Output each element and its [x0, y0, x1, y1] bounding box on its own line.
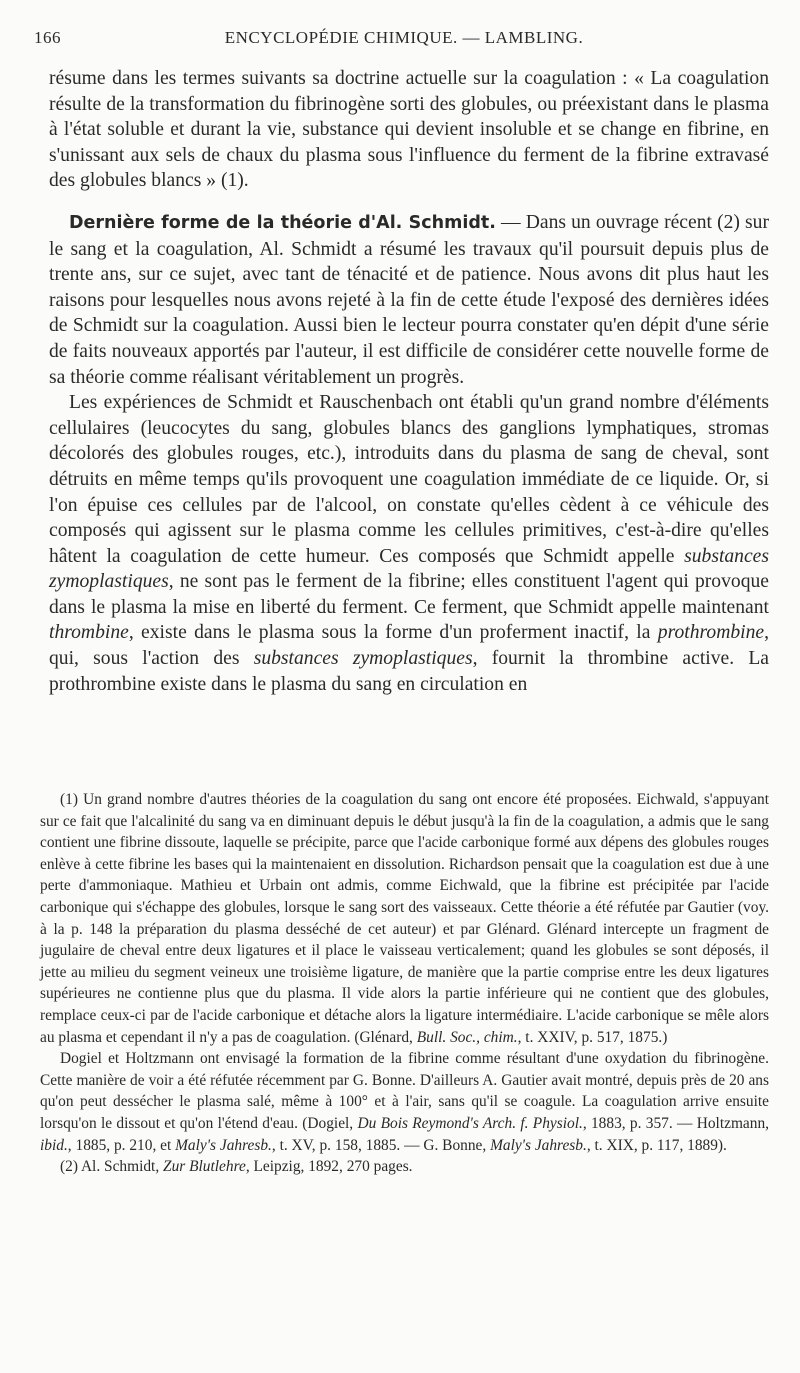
- italic-term: substances zymoplastiques: [253, 648, 473, 670]
- paragraph-schmidt-theory: [49, 210, 769, 390]
- running-head: ENCYCLOPÉDIE CHIMIQUE. — LAMBLING.: [224, 28, 584, 47]
- paragraph-text: — Dans un ouvrage récent (2) sur le sang et la coagulation, Al. Schmidt a résumé les travaux qu'il poursuit depuis plus de trente ans, sur ce sujet, avec tant de ténacité et de patience. Nous avons dit plus haut les raisons pour lesquelles nous avons rejeté à la fin de cette étude l'exposé des dernières idées de Schmidt sur la coagulation. Aussi bien le lecteur pourra constater qu'en dépit d'une série de faits nouveaux apportés par l'auteur, il est difficile de considérer cette nouvelle forme de sa théorie comme réalisant véritablement un progrès.: [49, 211, 769, 388]
- italic-citation: Maly's Jahresb.: [175, 1136, 272, 1154]
- section-heading: Dernière forme de la théorie d'Al. Schmidt.: [69, 212, 496, 233]
- text-run: (1) Un grand nombre d'autres théories de la coagulation du sang ont encore été proposées. Eichwald, s'appuyant sur ce fait que l'alcalinité du sang va en diminuant depuis le début jusqu'à la fin de la coagulation, a admis que le sang contient une fibrine dissoute, laquelle se précipite, parce que l'acide carbonique formé aux dépens des globules rouges enlève à cette fibrine les bases qui la maintenaient en dissolution. Richardson pensait que la coagulation est due à une perte d'ammoniaque. Mathieu et Urbain ont admis, comme Eichwald, que la fibrine est précipitée par l'acide carbonique qui s'échappe des globules, lorsque le sang sort des vaisseaux. Cette théorie a été réfutée par Gautier (voy. à la p. 148 la préparation du plasma desséché de cet auteur) et par Glénard. Glénard intercepte un fragment de jugulaire de cheval entre deux ligatures et il place le vaisseau verticalement; quand les globules se sont déposés, il jette au milieu du segment veineux une troisième ligature, de manière que la partie comprise entre les deux ligatures supérieures ne contienne plus que du plasma. Il vide alors la partie inférieure qui ne contient que des globules, remplace ceux-ci par de l'acide carbonique et détache alors la ligature intermédiaire. L'acide carbonique se mêle alors au plasma et cependant il n'y a pas de coagulation. (Glénard,: [40, 791, 769, 1046]
- italic-citation: ibid.: [40, 1136, 68, 1154]
- italic-term: thrombine: [49, 622, 129, 644]
- text-run: , qui, sous l'action des: [49, 622, 769, 670]
- paragraph-continuation: résume dans les termes suivants sa doctrine actuelle sur la coagulation : « La coagulation résulte de la transformation du fibrinogène sorti des globules, ou préexistant dans le plasma à l'état soluble et durant la vie, substance qui devient insoluble et se change en fibrine, en s'unissant aux sels de chaux du plasma sous l'influence du ferment de la fibrine extravasé des globules blancs » (1).: [49, 68, 769, 192]
- text-run: , Leipzig, 1892, 270 pages.: [245, 1158, 413, 1176]
- italic-citation: Maly's Jahresb.: [490, 1136, 587, 1154]
- text-run: , t. XV, p. 158, 1885. — G. Bonne,: [271, 1136, 491, 1154]
- main-text: [49, 66, 769, 697]
- text-run: , existe dans le plasma sous la forme d'un proferment inactif, la: [128, 622, 658, 644]
- page-header: [34, 28, 774, 54]
- footnote-1-continued: [40, 1048, 769, 1156]
- text-run: Dogiel et Holtzmann ont envisagé la formation de la fibrine comme résultant d'une oxydation du fibrinogène. Cette manière de voir a été réfutée récemment par G. Bonne. D'ailleurs A. Gautier avait montré, depuis près de 20 ans qu'on peut dessécher le plasma salé, même à 100° et à l'air, sans qu'il se coagule. La coagulation arrive ensuite lorsqu'on le dissout et qu'on l'étend d'eau. (Dogiel,: [40, 1050, 769, 1132]
- text-run: , t. XIX, p. 117, 1889).: [586, 1136, 727, 1154]
- footnote-2: [40, 1156, 769, 1178]
- paragraph-experiments: [49, 390, 769, 697]
- italic-citation: Zur Blutlehre: [163, 1158, 246, 1176]
- footnote-1: [40, 789, 769, 1048]
- page-number: 166: [34, 28, 61, 47]
- italic-term: prothrombine: [657, 622, 765, 644]
- italic-term: substances zymoplastiques: [49, 545, 769, 593]
- text-run: , 1885, p. 210, et: [67, 1136, 176, 1154]
- text-run: , t. XXIV, p. 517, 1875.): [517, 1028, 668, 1046]
- footnotes: [40, 789, 769, 1178]
- text-run: , 1883, p. 357. — Holtzmann,: [582, 1114, 769, 1132]
- italic-citation: Du Bois Reymond's Arch. f. Physiol.: [357, 1114, 583, 1132]
- text-run: (2) Al. Schmidt,: [60, 1158, 164, 1176]
- italic-citation: Bull. Soc., chim.: [416, 1028, 518, 1046]
- text-run: Les expériences de Schmidt et Rauschenbach ont établi qu'un grand nombre d'éléments cellulaires (leucocytes du sang, globules blancs des ganglions lymphatiques, stromas décolorés des globules rouges, etc.), introduits dans du plasma de sang de cheval, sont détruits en même temps qu'ils provoquent une coagulation immédiate de ce liquide. Or, si l'on épuise ces cellules par de l'alcool, on constate qu'elles cèdent à ce véhicule des composés qui agissent sur le plasma comme les cellules primitives, c'est-à-dire qu'elles hâtent la coagulation de cette humeur. Ces composés que Schmidt appelle: [49, 392, 769, 567]
- text-run: , fournit la thrombine active. La prothrombine existe dans le plasma du sang en circulation en: [49, 648, 769, 695]
- text-run: , ne sont pas le ferment de la fibrine; elles constituent l'agent qui provoque dans le plasma la mise en liberté du ferment. Ce ferment, que Schmidt appelle maintenant: [49, 571, 769, 618]
